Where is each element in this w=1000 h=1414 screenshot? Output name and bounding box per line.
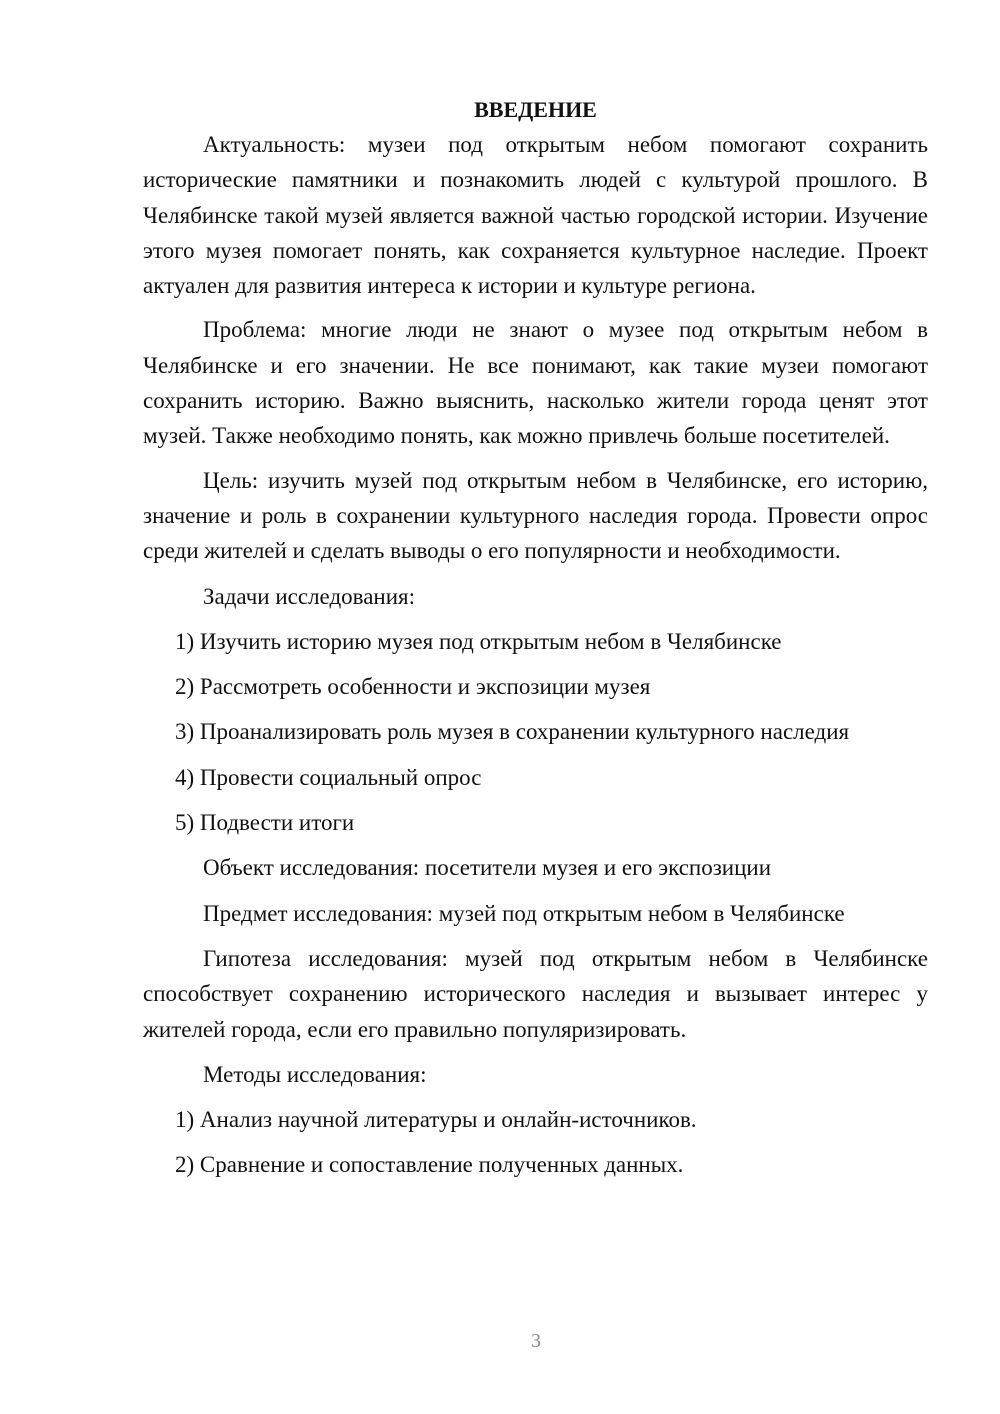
list-item: 4) Провести социальный опрос [175, 764, 482, 790]
research-object: Объект исследования: посетители музея и его экспозиции [203, 855, 772, 881]
methods-heading: Методы исследования: [203, 1061, 427, 1087]
list-item: 5) Подвести итоги [175, 810, 355, 836]
list-item: 2) Сравнение и сопоставление полученных данных. [175, 1152, 684, 1178]
problem-paragraph: Проблема: многие люди не знают о музее под открытым небом в Челябинске и его значении. Не все понимают, как такие музеи помогают сохранить историю. Важно выяснить, насколько жители города ценят этот музей. Также необходимо понять, как можно привлечь больше посетителей. [143, 317, 928, 449]
page-number: 3 [531, 1330, 541, 1352]
hypothesis-paragraph: Гипотеза исследования: музей под открытым небом в Челябинске способствует сохранению исторического наследия и вызывает интерес у жителей города, если его правильно популяризировать. [143, 945, 928, 1042]
list-item: 1) Анализ научной литературы и онлайн-источников. [175, 1107, 697, 1133]
section-title: ВВЕДЕНИЕ [474, 97, 597, 122]
goal-paragraph: Цель: изучить музей под открытым небом в Челябинске, его историю, значение и роль в сохранении культурного наследия города. Провести опрос среди жителей и сделать выводы о его популярности и необходимости. [143, 467, 928, 564]
tasks-list [143, 624, 928, 840]
page-content [143, 92, 928, 1183]
methods-list [143, 1102, 928, 1183]
list-item: 1) Изучить историю музея под открытым небом в Челябинске [175, 628, 782, 654]
relevance-paragraph: Актуальность: музеи под открытым небом помогают сохранить исторические памятники и познакомить людей с культурой прошлого. В Челябинске такой музей является важной частью городской истории. Изучение этого музея помогает понять, как сохраняется культурное наследие. Проект актуален для развития интереса к истории и культуре региона. [143, 132, 928, 299]
list-item: 2) Рассмотреть особенности и экспозиции музея [175, 674, 651, 700]
list-item: 3) Проанализировать роль музея в сохранении культурного наследия [175, 719, 850, 745]
research-subject: Предмет исследования: музей под открытым небом в Челябинске [203, 900, 845, 926]
tasks-heading: Задачи исследования: [203, 583, 416, 609]
